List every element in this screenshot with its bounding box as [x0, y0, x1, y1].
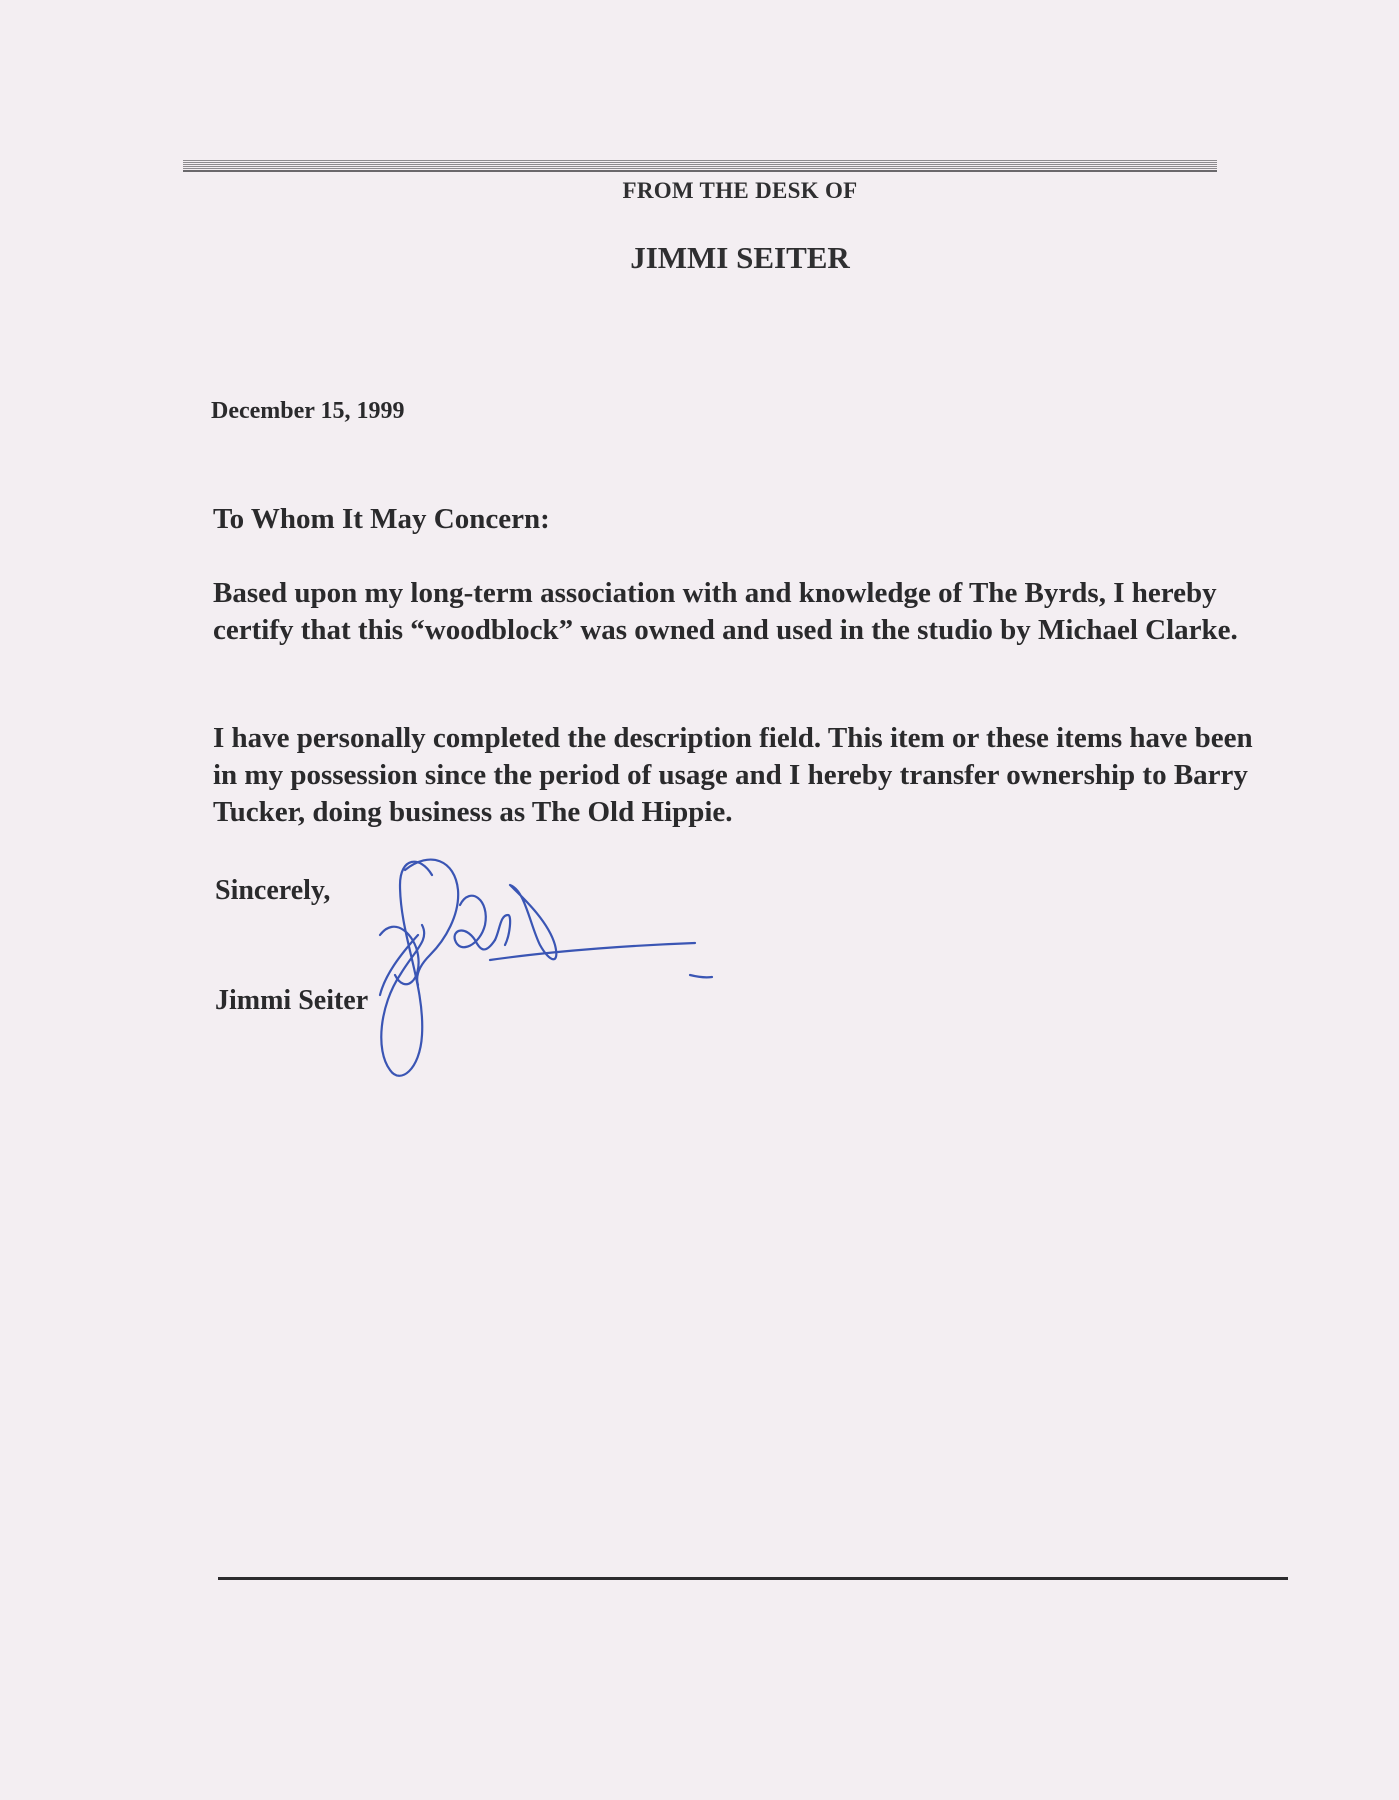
letterhead-from-line: FROM THE DESK OF	[622, 178, 858, 203]
handwritten-signature	[360, 845, 730, 1095]
letter-paragraph-certification: Based upon my long-term association with and knowledge of The Byrds, I hereby certify that this “woodblock” was owned and used in the studio by Michael Clarke.	[213, 577, 1238, 646]
letter-date: December 15, 1999	[211, 398, 405, 424]
letter-closing: Sincerely,	[215, 875, 331, 906]
letterhead-name: JIMMI SEITER	[630, 240, 850, 275]
letter-paragraph-transfer: I have personally completed the description field. This item or these items have been in my possession since the period of usage and I hereby transfer ownership to Barry Tucker, doing business as The Old Hippie.	[213, 722, 1253, 828]
letter-salutation: To Whom It May Concern:	[213, 503, 550, 535]
letterhead-rule-base	[183, 170, 1217, 172]
footer-rule	[218, 1577, 1288, 1580]
signer-name: Jimmi Seiter	[215, 985, 369, 1016]
